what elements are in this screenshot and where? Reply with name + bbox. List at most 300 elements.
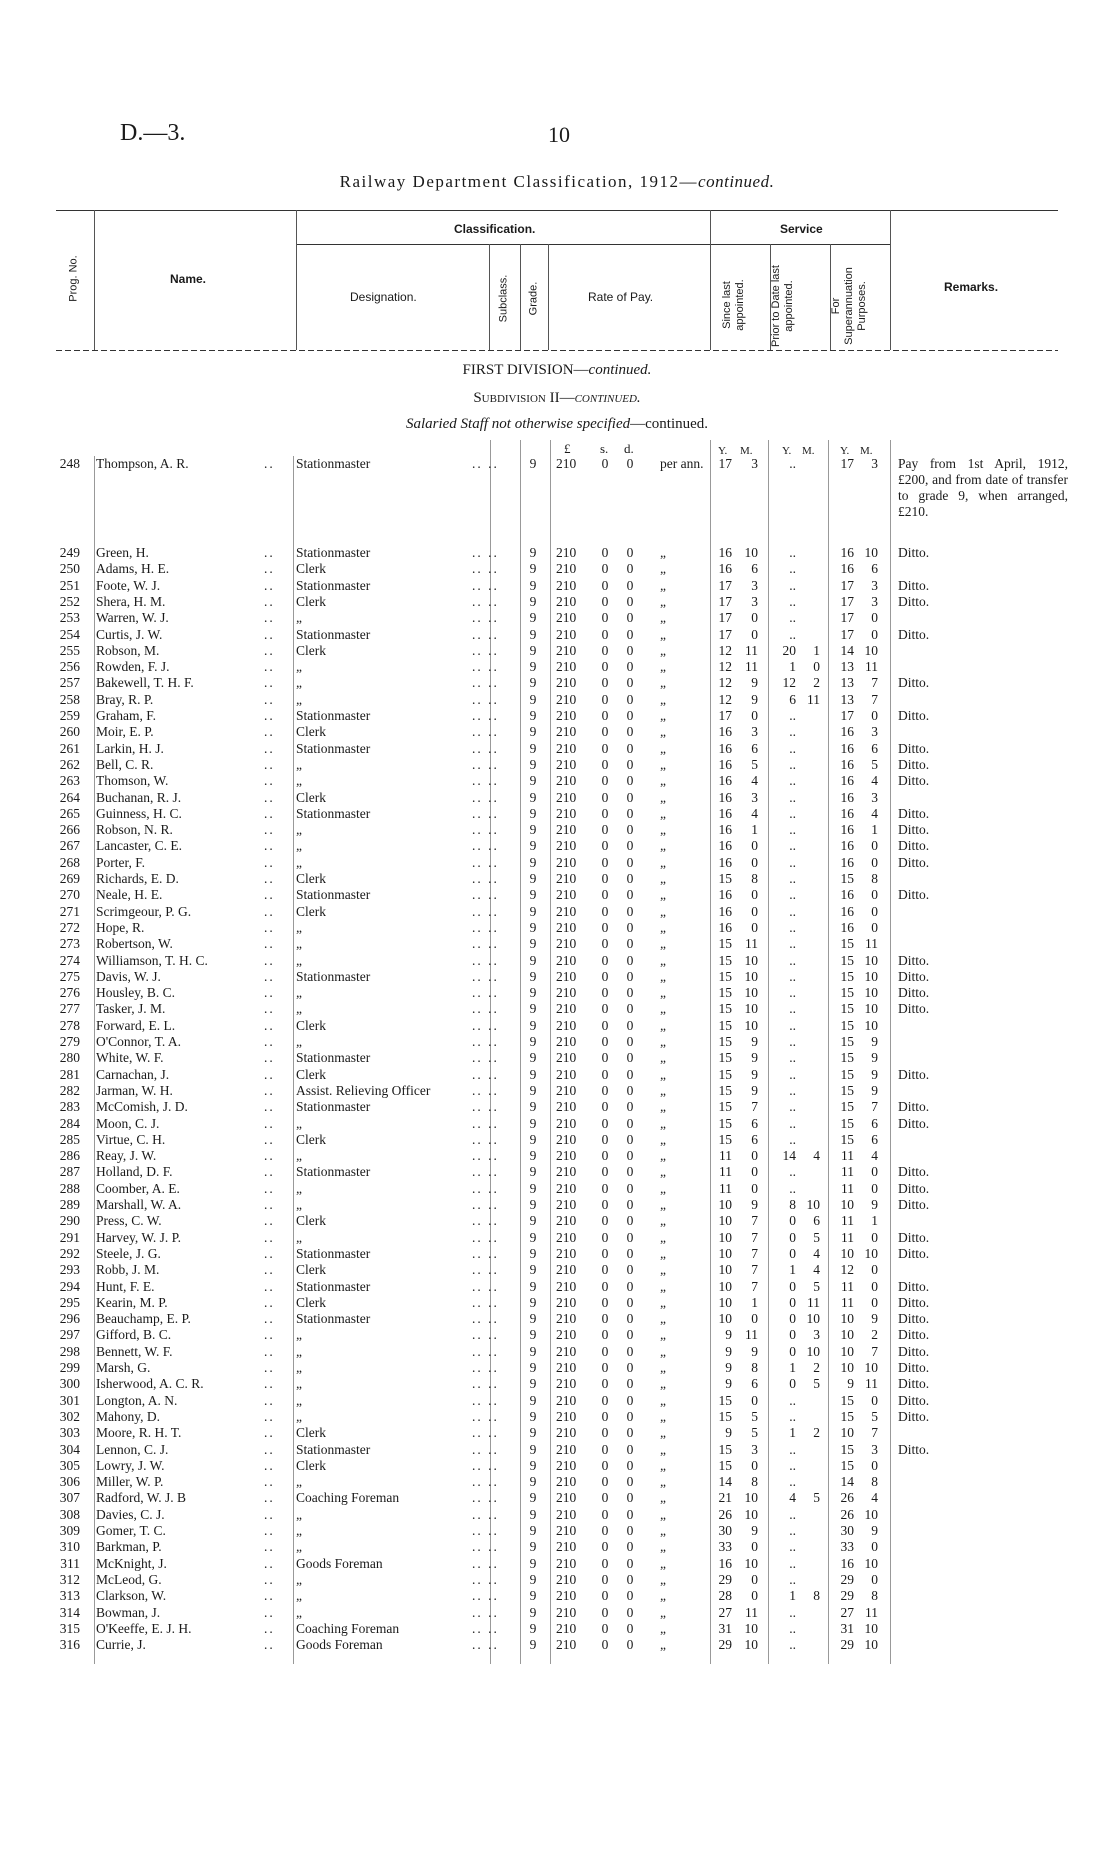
- row-remark: Ditto.: [898, 756, 930, 772]
- row-since-months: 9: [751, 1066, 758, 1082]
- row-pounds: 210: [556, 1327, 577, 1343]
- leader-dots: .. ..: [472, 659, 499, 675]
- row-pounds: 210: [556, 561, 577, 577]
- table-row: [0, 627, 1114, 643]
- row-designation: „: [296, 936, 302, 952]
- row-pounds: 210: [556, 1604, 577, 1620]
- row-name: Buchanan, R. J.: [96, 789, 182, 805]
- row-designation: „: [296, 952, 302, 968]
- row-number: 309: [59, 1523, 80, 1538]
- row-name: Rowden, F. J.: [96, 659, 170, 675]
- row-number: 276: [59, 985, 80, 1001]
- row-grade: 9: [529, 642, 537, 658]
- table-row: [0, 1279, 1114, 1295]
- row-pounds: 210: [556, 822, 577, 838]
- row-rate-qualifier: „: [660, 903, 666, 919]
- row-super-months: 10: [864, 642, 878, 658]
- row-since-years: 29: [718, 1637, 732, 1653]
- row-designation: Stationmaster: [296, 1050, 371, 1066]
- row-super-months: 3: [871, 593, 878, 609]
- leader-dots: ..: [264, 1017, 275, 1033]
- row-name: Robb, J. M.: [96, 1262, 160, 1278]
- row-number: 282: [59, 1082, 80, 1098]
- col-classification: Classification.: [454, 222, 536, 236]
- leader-dots: .. ..: [472, 691, 499, 707]
- leader-dots: ..: [264, 1050, 275, 1066]
- row-prior-years: 8: [789, 1197, 796, 1212]
- row-prior-months: 5: [813, 1490, 820, 1506]
- row-super-months: 11: [865, 1604, 878, 1620]
- row-grade: 9: [529, 1050, 537, 1066]
- row-pence: 0: [626, 985, 634, 1001]
- row-remark: Ditto.: [898, 740, 930, 756]
- row-super-months: 0: [871, 1180, 878, 1196]
- leader-dots: .. ..: [472, 903, 499, 919]
- row-since-years: 21: [718, 1490, 732, 1506]
- row-designation: Stationmaster: [296, 1164, 371, 1180]
- row-designation: Clerk: [296, 1066, 326, 1082]
- row-designation: „: [296, 919, 302, 935]
- leader-dots: .. ..: [472, 1115, 499, 1131]
- leader-dots: ..: [264, 1408, 275, 1424]
- row-since-months: 10: [744, 985, 758, 1001]
- row-since-years: 33: [718, 1539, 732, 1555]
- row-grade: 9: [529, 1604, 537, 1620]
- row-designation: Stationmaster: [296, 1441, 371, 1457]
- row-grade: 9: [529, 1571, 537, 1587]
- row-pence: 0: [626, 545, 634, 560]
- table-row: [0, 456, 1114, 546]
- row-name: Clarkson, W.: [96, 1588, 167, 1604]
- row-prior-years: ..: [789, 1180, 796, 1196]
- row-rate-qualifier: „: [660, 1408, 666, 1424]
- row-since-years: 17: [718, 708, 732, 723]
- leader-dots: .. ..: [472, 1425, 499, 1441]
- row-since-months: 3: [751, 577, 758, 593]
- row-rate-qualifier: „: [660, 691, 666, 707]
- row-grade: 9: [529, 1343, 537, 1359]
- row-pounds: 210: [556, 659, 577, 675]
- row-prior-years: ..: [789, 577, 796, 593]
- row-super-months: 4: [871, 1148, 878, 1164]
- leader-dots: .. ..: [472, 1017, 499, 1033]
- row-grade: 9: [529, 708, 537, 723]
- row-super-months: 9: [871, 1082, 878, 1098]
- col-divider: [890, 210, 891, 350]
- row-remark: Ditto.: [898, 1180, 930, 1196]
- row-since-months: 7: [751, 1099, 758, 1115]
- row-since-years: 16: [718, 561, 732, 577]
- row-since-years: 15: [718, 1457, 732, 1473]
- row-rate-qualifier: „: [660, 1245, 666, 1261]
- row-shillings: 0: [601, 1441, 609, 1457]
- row-since-years: 15: [718, 1001, 732, 1017]
- row-since-years: 16: [718, 740, 732, 756]
- row-super-years: 14: [840, 642, 854, 658]
- leader-dots: .. ..: [472, 1278, 499, 1294]
- leader-dots: ..: [264, 952, 275, 968]
- row-name: Marshall, W. A.: [96, 1197, 182, 1212]
- row-designation: „: [296, 675, 302, 691]
- row-designation: Coaching Foreman: [296, 1490, 400, 1506]
- table-row: [0, 1001, 1114, 1017]
- row-super-months: 5: [871, 756, 878, 772]
- leader-dots: ..: [264, 1425, 275, 1441]
- row-rate-qualifier: „: [660, 1425, 666, 1441]
- row-remark: Ditto.: [898, 968, 930, 984]
- row-pounds: 210: [556, 838, 577, 854]
- row-prior-years: ..: [789, 610, 796, 626]
- row-grade: 9: [529, 1474, 537, 1490]
- row-super-years: 17: [840, 626, 854, 642]
- table-row: [0, 806, 1114, 822]
- row-since-months: 11: [745, 1604, 758, 1620]
- leader-dots: ..: [264, 1637, 275, 1653]
- row-rate-qualifier: „: [660, 545, 666, 560]
- row-since-months: 0: [751, 1457, 758, 1473]
- staff-title: Salaried Staff not otherwise specified: [405, 416, 631, 432]
- row-number: 264: [59, 789, 80, 805]
- row-name: Reay, J. W.: [96, 1148, 157, 1164]
- row-rate-qualifier: „: [660, 756, 666, 772]
- row-grade: 9: [529, 1523, 537, 1538]
- table-row: [0, 545, 1114, 561]
- row-number: 268: [59, 854, 80, 870]
- row-super-years: 31: [840, 1620, 854, 1636]
- leader-dots: ..: [264, 561, 275, 577]
- row-remark: Pay from 1st April, 1912, £200, and from date of transfer to grade 9, when arranged, £210.: [898, 456, 1068, 519]
- row-pounds: 210: [556, 1245, 577, 1261]
- row-designation: „: [296, 1327, 302, 1343]
- row-grade: 9: [529, 1017, 537, 1033]
- pence-unit: d.: [624, 441, 634, 456]
- row-remark: Ditto.: [898, 1327, 930, 1343]
- row-shillings: 0: [601, 1099, 609, 1115]
- row-designation: „: [296, 773, 302, 789]
- row-shillings: 0: [601, 1539, 609, 1555]
- row-shillings: 0: [601, 1506, 609, 1522]
- row-number: 274: [59, 952, 80, 968]
- leader-dots: ..: [264, 919, 275, 935]
- row-shillings: 0: [601, 610, 609, 626]
- subdivision-title: Subdivision II—: [473, 390, 575, 406]
- row-grade: 9: [529, 854, 537, 870]
- row-super-months: 0: [871, 610, 878, 626]
- classification-rule: [296, 244, 710, 245]
- row-designation: Stationmaster: [296, 968, 371, 984]
- row-since-months: 7: [751, 1229, 758, 1245]
- row-rate-qualifier: „: [660, 642, 666, 658]
- row-designation: „: [296, 1115, 302, 1131]
- row-grade: 9: [529, 1099, 537, 1115]
- row-grade: 9: [529, 756, 537, 772]
- row-prior-months: 10: [806, 1311, 820, 1327]
- table-row: [0, 1344, 1114, 1360]
- row-since-months: 9: [751, 1197, 758, 1212]
- row-super-months: 3: [871, 577, 878, 593]
- row-name: Bowman, J.: [96, 1604, 161, 1620]
- row-pence: 0: [626, 805, 634, 821]
- leader-dots: ..: [264, 1523, 275, 1538]
- leader-dots: .. ..: [472, 1490, 499, 1506]
- row-since-years: 16: [718, 903, 732, 919]
- row-number: 295: [59, 1294, 80, 1310]
- row-rate-qualifier: „: [660, 1311, 666, 1327]
- leader-dots: .. ..: [472, 610, 499, 626]
- leader-dots: .. ..: [472, 1066, 499, 1082]
- row-shillings: 0: [601, 1425, 609, 1441]
- row-name: Guinness, H. C.: [96, 805, 182, 821]
- row-since-months: 0: [751, 1571, 758, 1587]
- row-shillings: 0: [601, 919, 609, 935]
- row-designation: Goods Foreman: [296, 1637, 383, 1653]
- row-since-years: 10: [718, 1294, 732, 1310]
- row-super-years: 15: [840, 1441, 854, 1457]
- row-prior-years: 1: [789, 1360, 796, 1375]
- row-pence: 0: [626, 675, 634, 691]
- row-remark: Ditto.: [898, 1066, 930, 1082]
- row-since-months: 3: [751, 1441, 758, 1457]
- row-shillings: 0: [601, 1050, 609, 1066]
- row-pounds: 210: [556, 1474, 577, 1490]
- row-name: Foote, W. J.: [96, 577, 161, 593]
- leader-dots: ..: [264, 838, 275, 854]
- leader-dots: ..: [264, 1099, 275, 1115]
- row-shillings: 0: [601, 789, 609, 805]
- row-designation: Clerk: [296, 1213, 326, 1229]
- row-super-months: 5: [871, 1408, 878, 1424]
- row-prior-months: 10: [806, 1197, 820, 1212]
- row-designation: Stationmaster: [296, 545, 371, 560]
- leader-dots: .. ..: [472, 561, 499, 577]
- table-row: [0, 1311, 1114, 1327]
- row-prior-months: 0: [813, 659, 820, 675]
- row-rate-qualifier: „: [660, 675, 666, 691]
- row-designation: Clerk: [296, 642, 326, 658]
- row-pence: 0: [626, 1164, 634, 1180]
- row-designation: Stationmaster: [296, 887, 371, 903]
- row-prior-years: ..: [789, 838, 796, 854]
- leader-dots: ..: [264, 1360, 275, 1375]
- table-row: [0, 1116, 1114, 1132]
- row-name: Bell, C. R.: [96, 756, 154, 772]
- row-super-years: 15: [840, 985, 854, 1001]
- row-pence: 0: [626, 1197, 634, 1212]
- leader-dots: ..: [264, 1131, 275, 1147]
- row-since-months: 9: [751, 691, 758, 707]
- row-since-months: 9: [751, 1343, 758, 1359]
- row-pence: 0: [626, 1099, 634, 1115]
- leader-dots: ..: [264, 1278, 275, 1294]
- row-rate-qualifier: „: [660, 1294, 666, 1310]
- row-since-years: 12: [718, 675, 732, 691]
- row-super-months: 7: [871, 691, 878, 707]
- leader-dots: .. ..: [472, 871, 499, 886]
- row-designation: Stationmaster: [296, 456, 371, 471]
- row-name: Lancaster, C. E.: [96, 838, 183, 854]
- row-since-years: 15: [718, 1082, 732, 1098]
- row-pounds: 210: [556, 626, 577, 642]
- row-pence: 0: [626, 708, 634, 723]
- row-since-months: 9: [751, 1082, 758, 1098]
- table-row: [0, 1376, 1114, 1392]
- table-row: [0, 1490, 1114, 1506]
- row-grade: 9: [529, 805, 537, 821]
- table-row: [0, 904, 1114, 920]
- row-pence: 0: [626, 456, 634, 471]
- leader-dots: .. ..: [472, 1213, 499, 1229]
- row-pence: 0: [626, 1034, 634, 1049]
- row-since-months: 3: [751, 456, 758, 471]
- row-pence: 0: [626, 1571, 634, 1587]
- row-rate-qualifier: „: [660, 773, 666, 789]
- row-prior-years: ..: [789, 822, 796, 838]
- row-grade: 9: [529, 1066, 537, 1082]
- row-since-months: 7: [751, 1213, 758, 1229]
- row-number: 278: [59, 1017, 80, 1033]
- row-prior-years: 6: [789, 691, 796, 707]
- row-number: 248: [59, 456, 80, 471]
- row-designation: „: [296, 756, 302, 772]
- row-rate-qualifier: „: [660, 724, 666, 740]
- row-name: Williamson, T. H. C.: [96, 952, 208, 968]
- leader-dots: .. ..: [472, 1555, 499, 1571]
- row-super-years: 15: [840, 1457, 854, 1473]
- row-shillings: 0: [601, 1474, 609, 1490]
- row-pounds: 210: [556, 871, 577, 886]
- row-number: 270: [59, 887, 80, 903]
- row-super-years: 11: [841, 1213, 854, 1229]
- row-prior-years: ..: [789, 1604, 796, 1620]
- leader-dots: ..: [264, 610, 275, 626]
- row-super-months: 10: [864, 1360, 878, 1375]
- row-number: 265: [59, 805, 80, 821]
- row-since-years: 9: [725, 1343, 732, 1359]
- row-name: Moon, C. J.: [96, 1115, 160, 1131]
- shillings-unit: s.: [600, 441, 609, 456]
- row-super-months: 3: [871, 724, 878, 740]
- row-rate-qualifier: „: [660, 1148, 666, 1164]
- row-grade: 9: [529, 1555, 537, 1571]
- row-remark: Ditto.: [898, 854, 930, 870]
- row-pounds: 210: [556, 691, 577, 707]
- table-row: [0, 659, 1114, 675]
- row-super-years: 11: [841, 1294, 854, 1310]
- leader-dots: .. ..: [472, 740, 499, 756]
- row-since-months: 3: [751, 724, 758, 740]
- row-number: 256: [59, 659, 80, 675]
- row-pence: 0: [626, 1066, 634, 1082]
- row-grade: 9: [529, 1327, 537, 1343]
- row-designation: „: [296, 1376, 302, 1392]
- staff-continued: —continued.: [630, 416, 709, 432]
- row-grade: 9: [529, 1425, 537, 1441]
- row-rate-qualifier: „: [660, 789, 666, 805]
- row-pounds: 210: [556, 887, 577, 903]
- row-since-years: 15: [718, 1050, 732, 1066]
- leader-dots: ..: [264, 1294, 275, 1310]
- leader-dots: ..: [264, 1441, 275, 1457]
- row-number: 254: [59, 626, 80, 642]
- row-super-months: 7: [871, 675, 878, 691]
- subdivision-heading: [0, 390, 1114, 407]
- row-super-months: 0: [871, 1457, 878, 1473]
- row-since-months: 0: [751, 1164, 758, 1180]
- row-number: 280: [59, 1050, 80, 1066]
- leader-dots: .. ..: [472, 1311, 499, 1327]
- row-pounds: 210: [556, 1148, 577, 1164]
- row-rate-qualifier: „: [660, 1115, 666, 1131]
- leader-dots: .. ..: [472, 1099, 499, 1115]
- table-row: [0, 1572, 1114, 1588]
- row-super-months: 7: [871, 1343, 878, 1359]
- leader-dots: .. ..: [472, 756, 499, 772]
- row-since-months: 8: [751, 1474, 758, 1490]
- row-super-years: 16: [840, 740, 854, 756]
- row-number: 305: [59, 1457, 80, 1473]
- row-since-months: 9: [751, 1050, 758, 1066]
- row-grade: 9: [529, 691, 537, 707]
- row-since-years: 15: [718, 952, 732, 968]
- table-row: [0, 838, 1114, 854]
- row-designation: Clerk: [296, 724, 326, 740]
- row-shillings: 0: [601, 756, 609, 772]
- row-remark: Ditto.: [898, 1408, 930, 1424]
- row-prior-years: ..: [789, 545, 796, 560]
- row-super-years: 13: [840, 659, 854, 675]
- col-divider: [710, 210, 711, 350]
- row-pounds: 210: [556, 968, 577, 984]
- row-number: 311: [60, 1555, 80, 1571]
- row-name: Davies, C. J.: [96, 1506, 165, 1522]
- row-prior-years: 0: [789, 1245, 796, 1261]
- row-super-months: 0: [871, 838, 878, 854]
- col-rate: Rate of Pay.: [588, 290, 654, 304]
- table-row: [0, 1588, 1114, 1604]
- row-designation: „: [296, 1197, 302, 1212]
- row-designation: Stationmaster: [296, 577, 371, 593]
- row-pence: 0: [626, 1131, 634, 1147]
- row-grade: 9: [529, 545, 537, 560]
- leader-dots: ..: [264, 805, 275, 821]
- leader-dots: ..: [264, 577, 275, 593]
- row-shillings: 0: [601, 854, 609, 870]
- col-divider: [520, 244, 521, 350]
- row-prior-years: ..: [789, 1082, 796, 1098]
- row-prior-years: ..: [789, 1131, 796, 1147]
- row-name: Press, C. W.: [96, 1213, 162, 1229]
- row-pounds: 210: [556, 1620, 577, 1636]
- row-number: 269: [59, 871, 80, 886]
- row-since-months: 0: [751, 626, 758, 642]
- row-rate-qualifier: „: [660, 1539, 666, 1555]
- row-prior-years: 4: [789, 1490, 796, 1506]
- row-rate-qualifier: „: [660, 1017, 666, 1033]
- row-since-years: 29: [718, 1571, 732, 1587]
- row-remark: Ditto.: [898, 708, 930, 723]
- row-remark: Ditto.: [898, 1360, 930, 1375]
- row-prior-years: ..: [789, 1506, 796, 1522]
- row-number: 249: [59, 545, 80, 560]
- row-number: 271: [59, 903, 80, 919]
- row-super-months: 6: [871, 561, 878, 577]
- row-pounds: 210: [556, 789, 577, 805]
- row-since-months: 0: [751, 1539, 758, 1555]
- leader-dots: .. ..: [472, 456, 499, 471]
- table-row: [0, 578, 1114, 594]
- row-since-years: 15: [718, 936, 732, 952]
- row-designation: Clerk: [296, 1017, 326, 1033]
